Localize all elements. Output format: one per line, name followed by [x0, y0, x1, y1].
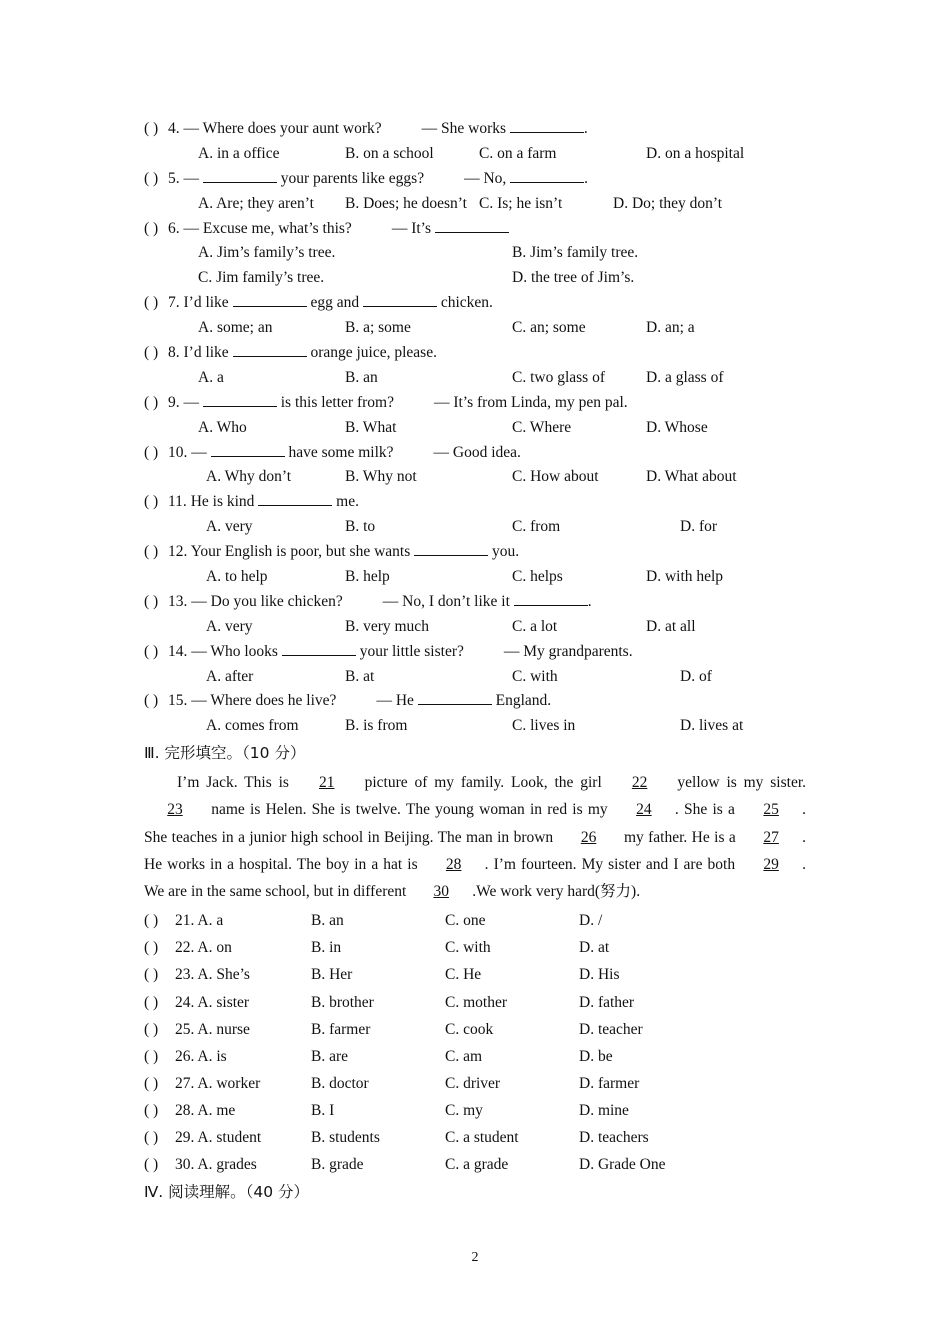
cloze-option[interactable] — [175, 1124, 261, 1151]
question-number: 14. — [168, 642, 188, 660]
stem-text: I’d like — [183, 344, 233, 362]
option-choice[interactable]: D. of — [680, 667, 712, 685]
stem-text: . — [587, 592, 592, 610]
cloze-option[interactable] — [175, 1151, 257, 1178]
option-choice[interactable]: A. comes from — [206, 717, 299, 735]
stem-text: England. — [491, 692, 552, 710]
cloze-option[interactable] — [175, 907, 223, 934]
section-title-cloze: Ⅲ. 完形填空。（10 分） — [144, 744, 306, 763]
answer-blank — [258, 490, 332, 506]
cloze-option[interactable]: D. / — [579, 912, 603, 930]
option-text: A. on — [197, 939, 232, 957]
passage-text: picture of my family. Look, the girl — [357, 774, 609, 792]
stem-text: is this letter from? — [276, 393, 394, 411]
stem-text: — Do you like chicken? — [191, 592, 343, 610]
question-line — [144, 441, 806, 466]
question-number: 11. — [168, 493, 187, 511]
question-stem — [168, 441, 521, 466]
option-choice[interactable]: D. on a hospital — [646, 144, 745, 162]
cloze-option[interactable]: B. I — [311, 1101, 335, 1119]
option-choice[interactable]: C. on a farm — [479, 144, 557, 162]
question-number: 22. — [175, 939, 195, 957]
answer-paren[interactable]: ( ) — [144, 939, 159, 957]
answer-paren[interactable]: ( ) — [144, 912, 159, 930]
cloze-option[interactable]: D. His — [579, 966, 620, 984]
stem-text: — My grandparents. — [503, 642, 633, 660]
question-number: 24. — [175, 993, 195, 1011]
cloze-question-line — [144, 989, 806, 1016]
answer-blank — [435, 217, 509, 233]
cloze-option[interactable]: B. an — [311, 912, 344, 930]
cloze-option[interactable]: C. cook — [445, 1020, 494, 1038]
question-stem — [168, 689, 551, 714]
question-number: 6. — [168, 219, 180, 237]
answer-paren[interactable]: ( ) — [144, 1156, 159, 1174]
question-number: 8. — [168, 344, 180, 362]
option-choice[interactable]: D. an; a — [646, 319, 695, 337]
question-number: 10. — [168, 443, 188, 461]
answer-paren[interactable]: ( ) — [144, 1020, 159, 1038]
option-choice[interactable]: A. Who — [198, 418, 247, 436]
cloze-option[interactable]: C. mother — [445, 993, 507, 1011]
cloze-question-line — [144, 934, 806, 961]
stem-text: — Who looks — [191, 642, 282, 660]
option-row — [144, 416, 806, 441]
option-choice[interactable]: D. What about — [646, 468, 737, 486]
option-choice[interactable]: D. lives at — [680, 717, 744, 735]
stem-text: — He — [376, 692, 418, 710]
cloze-option[interactable]: B. are — [311, 1047, 349, 1065]
stem-text: your little sister? — [355, 642, 464, 660]
stem-text: . — [584, 169, 589, 187]
cloze-option[interactable]: D. at — [579, 939, 610, 957]
question-number: 7. — [168, 294, 180, 312]
answer-paren[interactable]: ( ) — [144, 120, 159, 137]
cloze-option[interactable]: D. be — [579, 1047, 613, 1065]
cloze-option[interactable]: B. farmer — [311, 1020, 371, 1038]
question-number: 26. — [175, 1047, 195, 1065]
cloze-question-line — [144, 1151, 806, 1178]
answer-blank — [233, 291, 307, 307]
option-choice[interactable]: A. Why don’t — [206, 468, 292, 486]
question-line — [144, 117, 806, 142]
question-line — [144, 217, 806, 242]
answer-paren[interactable]: ( ) — [144, 493, 159, 511]
option-row — [144, 266, 806, 291]
passage-text: I’m Jack. This is — [177, 774, 296, 792]
answer-paren[interactable]: ( ) — [144, 692, 159, 710]
option-row — [144, 515, 806, 540]
question-number: 25. — [175, 1020, 195, 1038]
cloze-option[interactable] — [175, 1097, 235, 1124]
question-number: 13. — [168, 592, 188, 610]
option-row — [144, 565, 806, 590]
answer-paren[interactable]: ( ) — [144, 1129, 159, 1147]
stem-text: — — [191, 443, 211, 461]
option-row — [144, 142, 806, 167]
question-line — [144, 167, 806, 192]
stem-text: — Excuse me, what’s this? — [183, 219, 352, 237]
option-choice[interactable]: D. for — [680, 518, 718, 536]
answer-paren[interactable]: ( ) — [144, 1047, 159, 1065]
stem-text: your parents like eggs? — [276, 169, 425, 187]
cloze-option[interactable]: B. grade — [311, 1156, 364, 1174]
answer-blank — [233, 341, 307, 357]
option-text: A. sister — [197, 993, 250, 1011]
stem-text: He is kind — [190, 493, 259, 511]
cloze-question-line — [144, 1016, 806, 1043]
blank-number: 28 — [445, 855, 462, 873]
cloze-option[interactable] — [175, 1043, 227, 1070]
stem-text: Your English is poor, but she wants — [190, 543, 415, 561]
question-line — [144, 391, 806, 416]
question-stem — [168, 490, 359, 515]
answer-paren[interactable]: ( ) — [144, 642, 159, 660]
option-choice[interactable]: B. to — [345, 518, 376, 536]
cloze-passage — [144, 769, 806, 905]
cloze-option[interactable]: B. in — [311, 939, 342, 957]
option-choice[interactable]: C. from — [512, 518, 561, 536]
stem-text: egg and — [306, 294, 363, 312]
option-choice[interactable]: D. Do; they don’t — [613, 194, 723, 212]
cloze-question-line — [144, 1097, 806, 1124]
option-text: A. nurse — [197, 1020, 250, 1038]
stem-text: chicken. — [436, 294, 493, 312]
cloze-option[interactable]: C. my — [445, 1101, 483, 1119]
cloze-option[interactable]: D. teachers — [579, 1129, 649, 1147]
question-number: 28. — [175, 1101, 195, 1119]
option-choice[interactable]: B. is from — [345, 717, 408, 735]
cloze-option[interactable] — [175, 961, 250, 988]
question-number: 23. — [175, 966, 195, 984]
answer-blank — [418, 689, 492, 705]
question-stem — [168, 640, 633, 665]
blank-number: 26 — [580, 828, 597, 846]
question-number: 27. — [175, 1074, 195, 1092]
option-text: A. is — [197, 1047, 227, 1065]
question-line — [144, 540, 806, 565]
option-choice[interactable]: B. help — [345, 568, 390, 586]
option-choice[interactable]: B. at — [345, 667, 375, 685]
option-choice[interactable]: C. lives in — [512, 717, 576, 735]
question-stem — [168, 291, 493, 316]
blank-number: 24 — [636, 801, 652, 819]
passage-text: . I’m fourteen. My sister and I are both — [484, 855, 741, 873]
option-row — [144, 316, 806, 341]
option-choice[interactable]: B. very much — [345, 617, 429, 635]
question-stem — [168, 590, 592, 615]
option-text: A. worker — [197, 1074, 261, 1092]
blank-number: 27 — [763, 828, 779, 846]
question-stem — [168, 167, 588, 192]
stem-text: — No, — [464, 169, 511, 187]
answer-paren[interactable]: ( ) — [144, 169, 159, 187]
option-choice[interactable]: C. an; some — [512, 319, 586, 337]
cloze-option[interactable]: D. father — [579, 993, 635, 1011]
cloze-question-line — [144, 1043, 806, 1070]
question-number: 9. — [168, 393, 180, 411]
option-row — [144, 615, 806, 640]
option-choice[interactable]: A. very — [206, 617, 253, 635]
option-choice[interactable]: C. Is; he isn’t — [479, 194, 563, 212]
stem-text: you. — [488, 543, 520, 561]
cloze-question-line — [144, 1124, 806, 1151]
cloze-option[interactable]: C. one — [445, 912, 486, 930]
question-number: 4. — [168, 120, 180, 137]
cloze-option[interactable]: C. driver — [445, 1074, 501, 1092]
option-choice[interactable]: B. Jim’s family tree. — [512, 244, 639, 262]
option-text: A. grades — [197, 1156, 257, 1174]
option-choice[interactable]: A. in a office — [198, 144, 280, 162]
option-text: A. She’s — [197, 966, 250, 984]
stem-text: — It’s from Linda, my pen pal. — [433, 393, 628, 411]
option-choice[interactable]: C. with — [512, 667, 558, 685]
option-choice[interactable]: D. at all — [646, 617, 696, 635]
option-choice[interactable]: C. a lot — [512, 617, 558, 635]
cloze-option[interactable]: B. doctor — [311, 1074, 369, 1092]
question-line — [144, 291, 806, 316]
passage-text: . He works in a hospital. The boy in a hat is — [144, 828, 806, 873]
stem-text: I’d like — [183, 294, 233, 312]
cloze-option[interactable]: D. farmer — [579, 1074, 640, 1092]
cloze-option[interactable]: C. am — [445, 1047, 483, 1065]
answer-paren[interactable]: ( ) — [144, 966, 159, 984]
question-line — [144, 689, 806, 714]
answer-paren[interactable]: ( ) — [144, 443, 159, 461]
stem-text: — Where does he live? — [191, 692, 337, 710]
option-choice[interactable]: C. Jim family’s tree. — [198, 269, 325, 287]
cloze-option[interactable]: B. brother — [311, 993, 374, 1011]
option-choice[interactable]: B. Does; he doesn’t — [345, 194, 467, 212]
question-number: 30. — [175, 1156, 195, 1174]
option-choice[interactable]: B. Why not — [345, 468, 417, 486]
option-choice[interactable]: D. the tree of Jim’s. — [512, 269, 635, 287]
answer-paren[interactable]: ( ) — [144, 993, 159, 1011]
answer-paren[interactable]: ( ) — [144, 1074, 159, 1092]
option-choice[interactable]: B. on a school — [345, 144, 434, 162]
multiple-choice-questions — [144, 117, 806, 739]
cloze-option[interactable]: B. Her — [311, 966, 353, 984]
cloze-option[interactable] — [175, 1070, 260, 1097]
option-choice[interactable]: A. Jim’s family’s tree. — [198, 244, 336, 262]
answer-paren[interactable]: ( ) — [144, 592, 159, 610]
stem-text: . — [583, 120, 588, 137]
stem-text: — She works — [421, 120, 510, 137]
answer-blank — [414, 540, 488, 556]
passage-text: . We are in the same school, but in different — [144, 855, 806, 901]
question-line — [144, 490, 806, 515]
question-number: 15. — [168, 692, 188, 710]
answer-blank — [363, 291, 437, 307]
answer-blank — [510, 117, 584, 133]
option-choice[interactable]: C. helps — [512, 568, 563, 586]
option-choice[interactable]: B. a; some — [345, 319, 411, 337]
section-title-reading: Ⅳ. 阅读理解。（40 分） — [144, 1183, 310, 1202]
passage-text: yellow is my sister. — [670, 774, 807, 792]
question-stem — [168, 540, 519, 565]
stem-text: — — [183, 393, 203, 411]
answer-paren[interactable]: ( ) — [144, 1101, 159, 1119]
answer-paren[interactable]: ( ) — [144, 344, 159, 362]
answer-paren[interactable]: ( ) — [144, 543, 159, 561]
option-choice[interactable]: D. with help — [646, 568, 724, 586]
question-number: 21. — [175, 912, 195, 930]
stem-text: — It’s — [391, 219, 435, 237]
stem-text: have some milk? — [284, 443, 394, 461]
blank-number: 22 — [631, 774, 648, 792]
cloze-option[interactable]: C. with — [445, 939, 491, 957]
blank-number: 21 — [319, 774, 335, 792]
cloze-option[interactable]: C. a grade — [445, 1156, 509, 1174]
answer-paren[interactable]: ( ) — [144, 219, 159, 237]
stem-text: me. — [332, 493, 359, 511]
option-row — [144, 465, 806, 490]
option-choice[interactable]: A. a — [198, 368, 224, 386]
blank-number: 30 — [433, 883, 449, 901]
cloze-option[interactable] — [175, 989, 249, 1016]
question-number: 29. — [175, 1129, 195, 1147]
page-number: 2 — [471, 1250, 479, 1265]
stem-text: — Good idea. — [433, 443, 521, 461]
passage-text: . She teaches in a junior high school in Beijing. The man in brown — [144, 801, 807, 846]
option-row — [144, 366, 806, 391]
passage-text: name is Helen. She is twelve. The young woman in red is my — [206, 801, 613, 819]
answer-blank — [203, 167, 277, 183]
cloze-option[interactable]: D. mine — [579, 1101, 629, 1119]
option-choice[interactable]: A. Are; they aren’t — [198, 194, 314, 212]
option-row — [144, 241, 806, 266]
stem-text: — — [183, 169, 203, 187]
cloze-option[interactable]: C. He — [445, 966, 482, 984]
question-line — [144, 640, 806, 665]
option-choice[interactable]: D. a glass of — [646, 368, 724, 386]
question-line — [144, 590, 806, 615]
answer-blank — [211, 441, 285, 457]
option-choice[interactable]: B. What — [345, 418, 397, 436]
cloze-question-line — [144, 961, 806, 988]
question-stem — [168, 117, 588, 142]
cloze-option[interactable]: D. teacher — [579, 1020, 643, 1038]
answer-blank — [510, 167, 584, 183]
question-stem — [168, 341, 437, 366]
option-choice[interactable]: A. to help — [206, 568, 268, 586]
cloze-option[interactable] — [175, 934, 232, 961]
blank-number: 25 — [763, 801, 779, 819]
answer-paren[interactable]: ( ) — [144, 294, 159, 312]
answer-paren[interactable]: ( ) — [144, 393, 159, 411]
cloze-question-line — [144, 1070, 806, 1097]
option-choice[interactable]: A. very — [206, 518, 253, 536]
option-row — [144, 192, 806, 217]
cloze-option[interactable]: D. Grade One — [579, 1156, 666, 1174]
option-choice[interactable]: B. an — [345, 368, 378, 386]
option-text: A. a — [197, 912, 224, 930]
option-choice[interactable]: C. two glass of — [512, 368, 605, 386]
passage-text: .We work very hard(努力). — [472, 883, 641, 901]
blank-number: 29 — [763, 855, 779, 873]
exam-page — [144, 117, 806, 1206]
question-number: 5. — [168, 169, 180, 187]
option-choice[interactable]: D. Whose — [646, 418, 708, 436]
answer-blank — [203, 391, 277, 407]
option-text: A. student — [197, 1129, 262, 1147]
option-row — [144, 714, 806, 739]
option-text: A. me — [197, 1101, 236, 1119]
question-stem — [168, 217, 509, 242]
option-choice[interactable]: C. How about — [512, 468, 599, 486]
question-line — [144, 341, 806, 366]
cloze-option[interactable]: C. a student — [445, 1129, 519, 1147]
option-choice[interactable]: C. Where — [512, 418, 572, 436]
cloze-option[interactable] — [175, 1016, 250, 1043]
passage-text: my father. He is a — [619, 828, 741, 846]
stem-text: — No, I don’t like it — [382, 592, 514, 610]
passage-text: . She is a — [674, 801, 741, 819]
cloze-questions — [144, 907, 806, 1178]
cloze-option[interactable]: B. students — [311, 1129, 380, 1147]
stem-text: — Where does your aunt work? — [183, 120, 382, 137]
question-stem — [168, 391, 628, 416]
option-choice[interactable]: A. after — [206, 667, 254, 685]
option-choice[interactable]: A. some; an — [198, 319, 273, 337]
cloze-question-line — [144, 907, 806, 934]
answer-blank — [282, 640, 356, 656]
blank-number: 23 — [167, 801, 183, 819]
option-row — [144, 665, 806, 690]
stem-text: orange juice, please. — [306, 344, 437, 362]
answer-blank — [514, 590, 588, 606]
question-number: 12. — [168, 543, 188, 561]
